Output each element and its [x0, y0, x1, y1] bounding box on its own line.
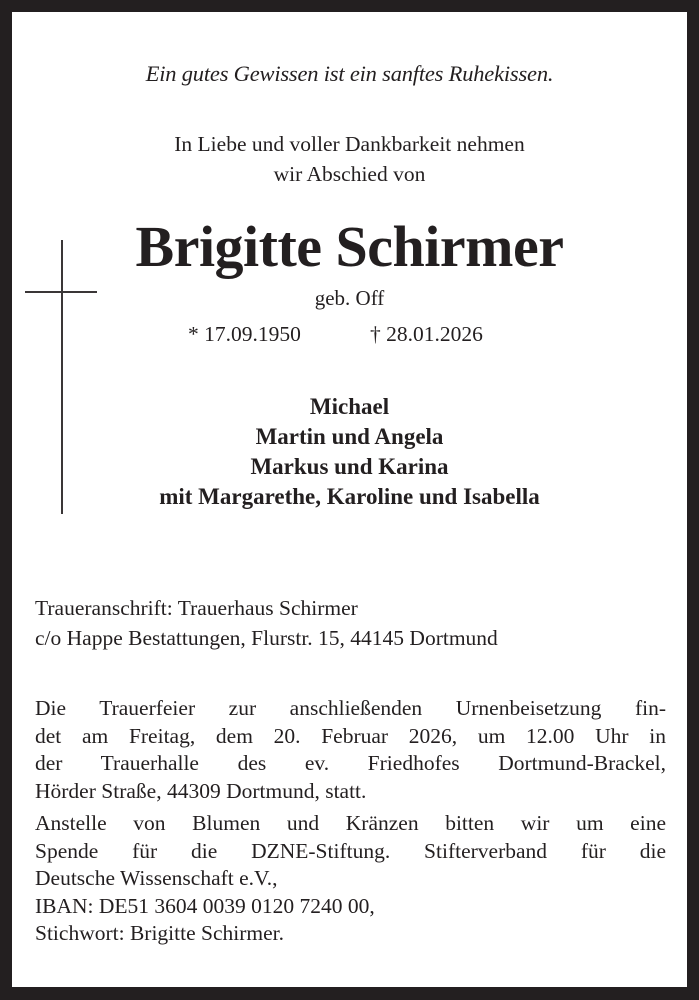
mourning-address-line: c/o Happe Bestattungen, Flurstr. 15, 44145 Dortmund: [35, 626, 498, 650]
donation-line: Anstelle von Blumen und Kränzen bitten wir um eine: [35, 811, 666, 835]
ceremony-line: det am Freitag, dem 20. Februar 2026, um 12.00 Uhr in: [35, 723, 666, 748]
family-member: Markus und Karina: [250, 454, 449, 479]
ceremony-line: Die Trauerfeier zur anschließenden Urnenbeisetzung fin-: [35, 696, 666, 720]
obituary-notice: [12, 12, 687, 987]
mourning-address-line: Traueranschrift: Trauerhaus Schirmer: [35, 596, 358, 620]
family-member: Michael: [309, 394, 390, 419]
ceremony-line: Hörder Straße, 44309 Dortmund, statt.: [35, 778, 367, 803]
intro-line: In Liebe und voller Dankbarkeit nehmen: [174, 132, 525, 156]
death-date: † 28.01.2026: [370, 322, 483, 346]
motto: Ein gutes Gewissen ist ein sanftes Ruhekissen.: [145, 61, 554, 86]
birth-date: * 17.09.1950: [188, 322, 301, 346]
donation-paragraph: [35, 810, 666, 948]
maiden-name: geb. Off: [314, 286, 385, 310]
donation-line: Spende für die DZNE-Stiftung. Stifterverband für die: [35, 838, 666, 863]
family-member: mit Margarethe, Karoline und Isabella: [159, 484, 540, 509]
family-member: Martin und Angela: [255, 424, 444, 449]
deceased-name: Brigitte Schirmer: [135, 214, 564, 279]
intro-line: wir Abschied von: [273, 162, 426, 186]
donation-line: Deutsche Wissenschaft e.V.,: [35, 866, 278, 890]
ceremony-paragraph: [35, 695, 666, 805]
ceremony-line: der Trauerhalle des ev. Friedhofes Dortmund-Brackel,: [35, 751, 666, 775]
donation-iban: IBAN: DE51 3604 0039 0120 7240 00,: [35, 893, 375, 918]
donation-keyword: Stichwort: Brigitte Schirmer.: [35, 921, 285, 945]
